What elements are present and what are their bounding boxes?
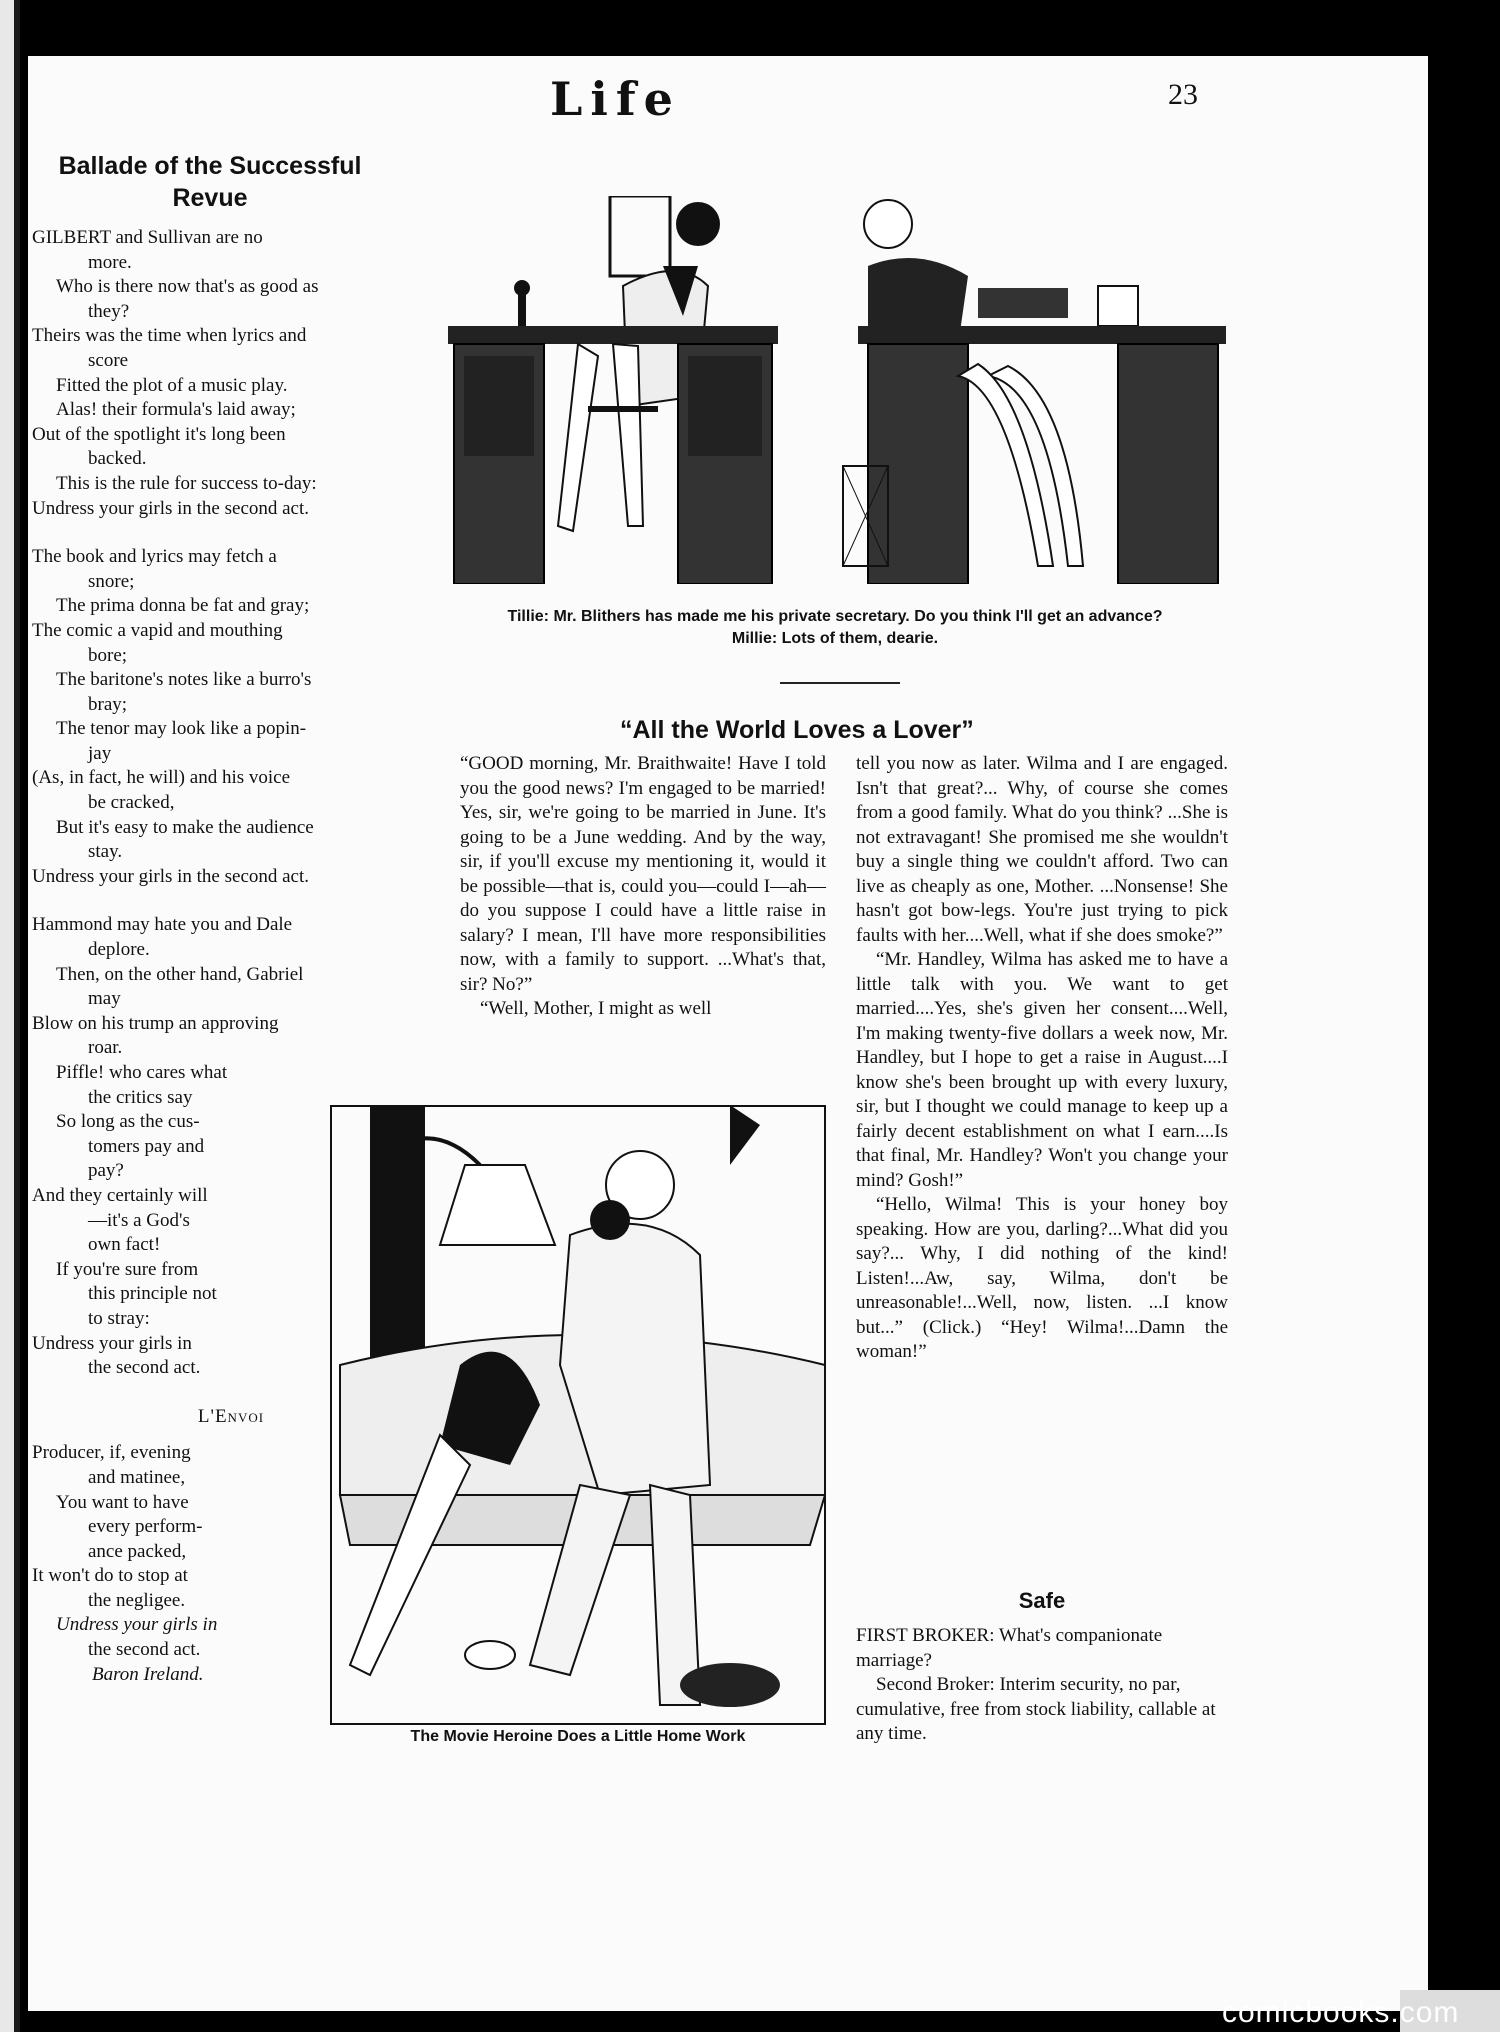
caption-tillie: Tillie: Mr. Blithers has made me his private secretary. Do you think I'll get an advance? [507,608,1163,625]
safe-second-broker: Second Broker: Interim security, no par, cumulative, free from stock liability, callable at any time. [856,1674,1216,1744]
cartoon-bottom-caption: The Movie Heroine Does a Little Home Work [410,1728,746,1745]
poem-line: roar. [88,1037,123,1059]
poem-refrain: Undress your girls in the second act. [32,497,310,519]
poem-byline: Baron Ireland. [92,1663,204,1685]
poem-line: If you're sure from [56,1258,199,1280]
poem-line: to stray: [88,1307,150,1329]
poem-line: tomers pay and [88,1135,205,1157]
poem-line: be cracked, [88,792,175,814]
poem-line: more. [88,251,132,273]
poem-line: (As, in fact, he will) and his voice [32,767,291,789]
poem-line: Blow on his trump an approving [32,1012,279,1034]
dog-icon [680,1663,780,1707]
cartoon-top-caption [440,606,1230,650]
poem-line: Alas! their formula's laid away; [56,399,296,421]
poem-line: score [88,349,129,371]
poem-line: GILBERT and Sullivan are no [32,227,263,248]
poem-line: bray; [88,693,128,715]
poem-line: —it's a God's [88,1209,190,1231]
poem-line: the critics say [88,1086,193,1108]
story-paragraph: “GOOD morning, Mr. Braithwaite! Have I told you the good news? I'm engaged to be married! Yes, sir, we're going to be married in June. It's going to be a June wedding. And by the way, sir, if you'll excuse my mentioning it, would it be possible—that is, could you—could I—ah—do you suppose I could have a little raise in salary? I mean, I'll have more responsibilities now, with a family to support. ...What's that, sir? No?” [460,753,826,995]
poem-line: bore; [88,644,128,666]
poem-line: But it's easy to make the audience [56,816,314,838]
caption-millie: Millie: Lots of them, dearie. [731,630,939,647]
poem-line: Piffle! who cares what [56,1062,228,1083]
poem-line: Out of the spotlight it's long been [32,423,286,445]
cartoon-sofa-illustration [330,1105,826,1725]
binding-gutter [14,0,20,2032]
section-divider [780,682,900,684]
poem-line: It won't do to stop at [32,1565,188,1587]
poem-line: So long as the cus- [56,1111,200,1133]
right-desk-icon [868,344,968,584]
poem-line: this principle not [88,1283,217,1305]
poem-line: Producer, if, evening [32,1442,191,1464]
poem-line: Hammond may hate you and Dale [32,914,293,936]
envoi-title: L'Envoi [197,1405,265,1427]
story-paragraph: “Mr. Handley, Wilma has asked me to have a little talk with you. We want to get married....Yes, she's given her consent....Well, I'm making twenty-five dollars a week now, Mr. Handley, but I hope to get a raise in August....I know she's been brought up with every luxury, sir, but I thought we could manage to keep up a fairly decent establishment on what I earn....Is that final, Mr. Handley? Won't you change your mind? Gosh!” [856,949,1228,1191]
poem-line: The prima donna be fat and gray; [56,595,310,617]
poem-line: pay? [88,1160,124,1182]
poem-line: jay [88,742,112,764]
poem-line: stay. [88,841,123,863]
poem-line: own fact! [88,1234,161,1256]
poem-title: Ballade of the Successful Revue [58,152,362,212]
poem-line: deplore. [88,939,150,961]
safe-body [856,1624,1228,1747]
left-page-edge [0,0,14,2032]
woman-left-hair-icon [676,202,720,246]
poem-line: The baritone's notes like a burro's [56,669,312,691]
story-title: “All the World Loves a Lover” [620,716,974,744]
poem-line: This is the rule for success to-day: [56,472,317,494]
poem-line: The tenor may look like a popin- [56,718,307,740]
poem-line: Theirs was the time when lyrics and [32,325,307,347]
poem-line: The book and lyrics may fetch a [32,546,277,568]
cartoon-office-illustration [448,196,1226,584]
poem-line: the second act. [88,1357,201,1379]
poem-line: You want to have [56,1491,189,1513]
poem-line: the second act. [88,1639,201,1661]
poem-stanza-2 [32,545,430,889]
poem-refrain: Undress your girls in the second act. [32,865,310,887]
page-number: 23 [1168,78,1198,111]
poem-line: snore; [88,570,135,592]
poem-refrain: Undress your girls in [32,1332,192,1354]
poem-stanza-1 [32,226,430,521]
poem-refrain: Undress your girls in [56,1614,218,1636]
woman-head-icon [590,1200,630,1240]
cat-icon [465,1641,515,1669]
safe-first-broker: FIRST BROKER: What's companionate marriage? [856,1625,1163,1671]
poem-line: And they certainly will [32,1184,208,1206]
woman-right-hair-icon [864,200,912,248]
safe-title: Safe [1018,1588,1066,1613]
poem-line: Then, on the other hand, Gabriel [56,963,304,985]
poem-line: they? [88,300,130,322]
story-paragraph: tell you now as later. Wilma and I are engaged. Isn't that great?... Why, of course she comes from a good family. What do you think? ...She is not extravagant! She promised me she wouldn't buy a single thing we couldn't afford. Two can live as cheaply as one, Mother. ...Nonsense! She hasn't got bow-legs. You're just trying to pick faults with her....Well, what if she does smoke?” [856,753,1228,946]
poem-line: may [88,988,121,1010]
story-column-a [460,752,826,1022]
poem-line: backed. [88,448,147,470]
poem-line: The comic a vapid and mouthing [32,619,283,641]
typewriter-icon [978,288,1068,318]
poem-line: Who is there now that's as good as [56,276,319,298]
poem-line: ance packed, [88,1540,187,1562]
poem-line: the negligee. [88,1589,186,1611]
story-paragraph: “Well, Mother, I might as well [480,998,712,1019]
story-column-b [856,752,1228,1365]
poem-line: Fitted the plot of a music play. [56,374,288,396]
masthead: Life [550,72,681,126]
poem-line: and matinee, [88,1466,186,1488]
story-paragraph: “Hello, Wilma! This is your honey boy speaking. How are you, darling?...What did you say?... Why, I did nothing of the kind! Listen!...Aw, say, Wilma, don't be unreasonable!...Well, now, listen. ...I know but...” (Click.) “Hey! Wilma!...Damn the woman!” [856,1194,1228,1362]
poem-line: every perform- [88,1516,203,1538]
watermark: comicbooks.com [1222,1996,1460,2029]
